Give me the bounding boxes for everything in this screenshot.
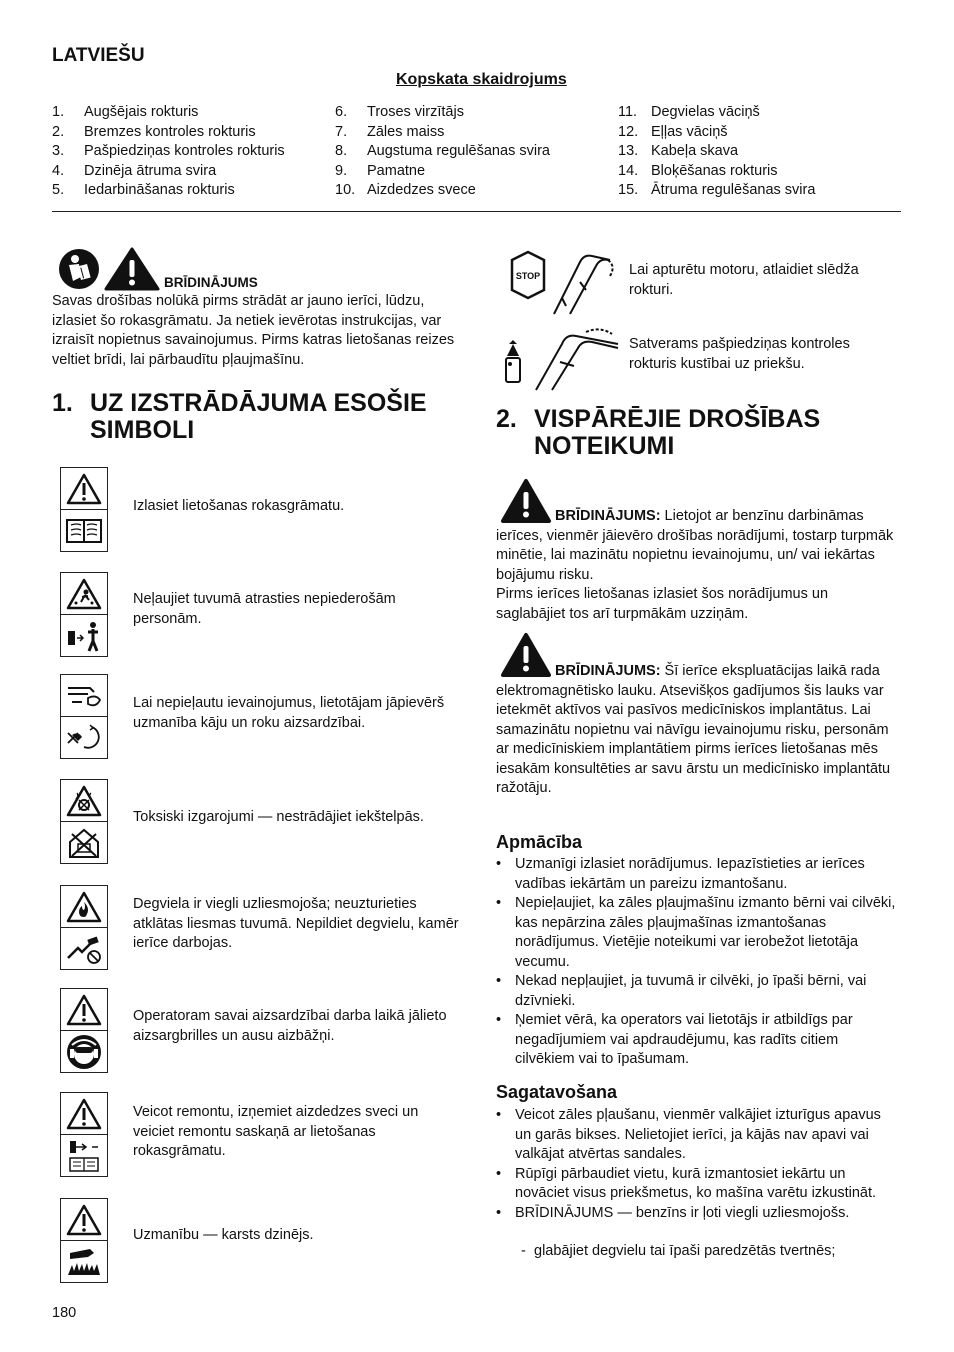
handle-release-icon xyxy=(554,256,613,314)
symbol-box xyxy=(60,988,108,1073)
list-item: 9. Pamatne xyxy=(335,162,426,179)
list-item: 10. Aizdedzes svece xyxy=(335,182,476,198)
warning-label: BRĪDINĀJUMS xyxy=(164,275,258,290)
read-manual-warning-icons xyxy=(57,247,162,291)
handle-grip-icon xyxy=(536,329,618,390)
no-indoor-icon xyxy=(61,822,107,863)
manual-book-icon xyxy=(61,510,107,551)
list-item: 14. Bloķēšanas rokturis xyxy=(618,162,778,179)
list-item: 1. Augšējais rokturis xyxy=(52,104,199,120)
symbol-box xyxy=(60,674,108,759)
list-item: 15. Ātruma regulēšanas svira xyxy=(618,182,816,198)
list-item: • Ņemiet vērā, ka operators vai lietotājs ir atbildīgs par negadījumiem vai apdraudējumu, kas radīts citiem cilvēkiem vai to īpašumam. xyxy=(496,1011,901,1070)
warning-1-text-2: Pirms ierīces lietošanas izlasiet šos norādījumus un saglabājiet tos arī turpmākām uzziņām. xyxy=(496,586,829,622)
stop-icon xyxy=(512,252,544,298)
symbol-box xyxy=(60,779,108,864)
warning-triangle-icon xyxy=(61,468,107,510)
page-number: 180 xyxy=(52,1305,77,1321)
spark-plug-manual-icon xyxy=(61,1135,107,1176)
symbol-box xyxy=(60,885,108,970)
hot-surface-icon xyxy=(61,1241,107,1282)
warning-triangle-icon xyxy=(61,989,107,1031)
training-heading: Apmācība xyxy=(496,832,583,852)
stop-label: STOP xyxy=(515,271,541,281)
symbol-box xyxy=(60,1198,108,1283)
list-item: • Uzmanīgi izlasiet norādījumus. Iepazīstieties ar ierīces vadības iekārtām un pareizu izmantošanu. xyxy=(496,855,901,894)
preparation-subitem: - glabājiet degvielu tai īpaši paredzētās tvertnēs; xyxy=(496,1242,939,1262)
list-item: 7. Zāles maiss xyxy=(335,123,445,140)
parts-list-col3 xyxy=(618,103,815,201)
symbol-text: Veicot remontu, izņemiet aizdedzes sveci un veiciet remontu saskaņā ar lietošanas rokasgrāmatu. xyxy=(133,1104,419,1159)
list-item: 3. Pašpiedziņas kontroles rokturis xyxy=(52,143,285,159)
no-refuel-running-icon xyxy=(61,928,107,969)
symbol-box xyxy=(60,1092,108,1177)
toxic-fumes-icon xyxy=(61,780,107,822)
preparation-list xyxy=(496,1106,901,1223)
symbol-text: Uzmanību — karsts dzinējs. xyxy=(133,1227,314,1243)
language-heading: LATVIEŠU xyxy=(52,45,145,66)
thrown-objects-icon xyxy=(61,573,107,615)
symbol-text: Degviela ir viegli uzliesmojoša; neuzturieties atklātas liesmas tuvumā. Nepildiet degvielu, kamēr ierīce darbojas. xyxy=(133,896,459,951)
list-item: • BRĪDINĀJUMS — benzīns ir ļoti viegli uzliesmojošs. xyxy=(496,1204,901,1224)
self-propel-symbol-text: Satverams pašpiedziņas kontroles rokturis kustībai uz priekšu. xyxy=(629,336,850,372)
list-item: 2. Bremzes kontroles rokturis xyxy=(52,123,256,140)
training-list xyxy=(496,855,901,1070)
forward-drive-icon xyxy=(506,340,520,382)
symbol-box xyxy=(60,467,108,552)
symbol-text: Toksiski izgarojumi — nestrādājiet iekštelpās. xyxy=(133,809,424,825)
hand-blade-icon xyxy=(61,675,107,717)
list-item: 8. Augstuma regulēšanas svira xyxy=(335,143,550,159)
read-manual-icon xyxy=(59,249,99,289)
foot-blade-icon xyxy=(61,717,107,758)
list-item: • Nepieļaujiet, ka zāles pļaujmašīnu izmanto bērni vai cilvēki, kas nepārzina zāles pļaujmašīnas izmantošanas norādījumus. Vietējie noteikumi var ierobežot lietotāja vecumu. xyxy=(496,894,901,972)
section-2-heading: 2. VISPĀRĒJIE DROŠĪBAS NOTEIKUMI xyxy=(496,405,821,460)
keep-distance-icon xyxy=(61,615,107,656)
parts-list-col1 xyxy=(52,103,285,201)
warning-2-text: BRĪDINĀJUMS: Šī ierīce ekspluatācijas laikā rada elektromagnētisko lauku. Atsevišķos gadījumos šis lauks var ietekmēt aktīvos vai pasīvos medicīniskos implantātus. Lai samazinātu nopietnu vai nāvīgu ievainojumu risku, personām ar medicīniskiem implantātiem pirms ierīces lietošanas mēs iesakām konsultēties ar savu ārstu un medicīnisko implantātu ražotāju. xyxy=(496,663,891,796)
list-item: 13. Kabeļa skava xyxy=(618,143,739,159)
warning-triangle-icon xyxy=(61,1093,107,1135)
symbol-text: Operatoram savai aizsardzībai darba laikā jālieto aizsargbrilles un ausu aizbāžņi. xyxy=(133,1008,447,1044)
divider xyxy=(52,211,901,212)
symbol-text: Izlasiet lietošanas rokasgrāmatu. xyxy=(133,498,345,514)
self-propel-illustration xyxy=(500,322,626,394)
symbol-text: Neļaujiet tuvumā atrasties nepiederošām personām. xyxy=(133,591,396,627)
warning-triangle-icon xyxy=(106,249,158,289)
list-item: 12. Eļļas vāciņš xyxy=(618,123,728,140)
goggles-earmuffs-icon xyxy=(61,1031,107,1072)
parts-list-col2 xyxy=(335,103,550,201)
stop-symbol-text: Lai apturētu motoru, atlaidiet slēdža rokturi. xyxy=(629,262,859,298)
symbol-box xyxy=(60,572,108,657)
list-item: 11. Degvielas vāciņš xyxy=(618,104,760,120)
symbol-text: Lai nepieļautu ievainojumus, lietotājam jāpievērš uzmanība kāju un roku aizsardzībai. xyxy=(133,695,445,731)
stop-handle-illustration xyxy=(500,246,626,318)
flammable-icon xyxy=(61,886,107,928)
list-item: 5. Iedarbināšanas rokturis xyxy=(52,182,235,198)
overview-title: Kopskata skaidrojums xyxy=(396,71,567,88)
warning-1-text: BRĪDINĀJUMS: Lietojot ar benzīnu darbināmas ierīces, vienmēr jāievēro drošības norādījumi, tostarp turpmāk minētie, lai mazinātu nopietnu ievainojumu, un/ vai iekārtas bojājumu risku. xyxy=(496,508,894,583)
list-item: • Veicot zāles pļaušanu, vienmēr valkājiet izturīgus apavus un garās bikses. Nelietojiet ierīci, ja kājās nav apavi vai valkājat atvērtas sandales. xyxy=(496,1106,901,1165)
list-item: 4. Dzinēja ātruma svira xyxy=(52,162,217,179)
section-1-heading: 1. UZ IZSTRĀDĀJUMA ESOŠIE SIMBOLI xyxy=(52,389,427,444)
list-item: • Nekad nepļaujiet, ja tuvumā ir cilvēki, jo īpaši bērni, vai dzīvnieki. xyxy=(496,972,901,1011)
intro-warning-text: Savas drošības nolūkā pirms strādāt ar jauno ierīci, lūdzu, izlasiet šo rokasgrāmatu. Ja netiek ievērotas instrukcijas, var izraisīt nopietnus savainojumus. Pirms katras lietošanas reizes veltiet brīdi, lai pārbaudītu pļaujmašīnu. xyxy=(52,293,455,368)
list-item: 6. Troses virzītājs xyxy=(335,104,464,120)
list-item: • Rūpīgi pārbaudiet vietu, kurā izmantosiet iekārtu un novāciet visus priekšmetus, ko mašīna varētu izkustināt. xyxy=(496,1165,901,1204)
preparation-heading: Sagatavošana xyxy=(496,1082,618,1102)
warning-triangle-icon xyxy=(61,1199,107,1241)
